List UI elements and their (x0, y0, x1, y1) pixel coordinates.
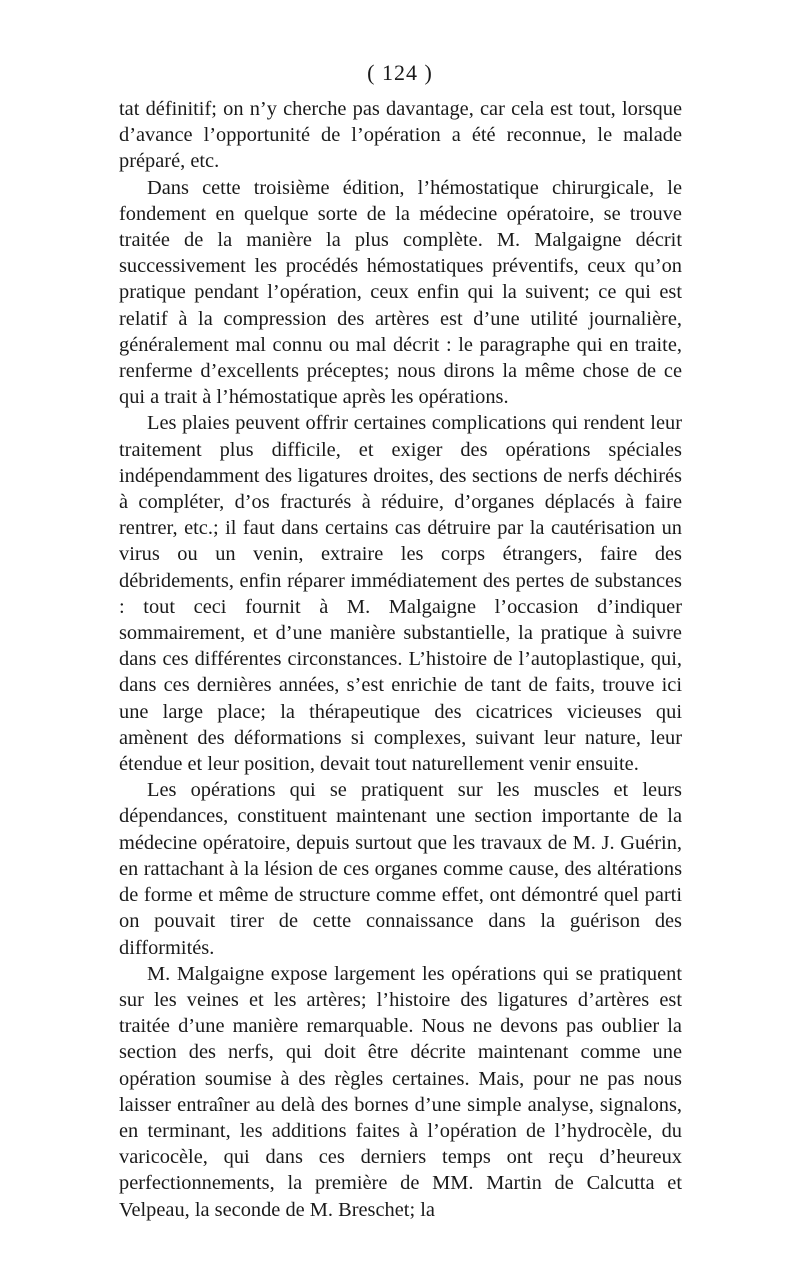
page-number: ( 124 ) (367, 60, 433, 85)
paragraph-continuation: tat définitif; on n’y cherche pas davantage, car cela est tout, lorsque d’avance l’opportunité de l’opération a été reconnue, le malade préparé, etc. (119, 98, 682, 173)
paragraph-plaies: Les plaies peuvent offrir certaines complications qui rendent leur traitement plus difficile, et exiger des opérations spéciales indépendamment des ligatures droites, des sections de nerfs déchirés à compléter, d’os fracturés à réduire, d’organes déplacés à faire rentrer, etc.; il faut dans certains cas détruire par la cautérisation un virus ou un venin, extraire les corps étrangers, faire des débridements, enfin réparer immédiatement des pertes de substances : tout ceci fournit à M. Malgaigne l’occasion d’indiquer sommairement, et d’une manière substantielle, la pratique à suivre dans ces différentes circonstances. L’histoire de l’autoplastique, qui, dans ces dernières années, s’est enrichie de tant de faits, trouve ici une large place; la thérapeutique des cicatrices vicieuses qui amènent des déformations si complexes, suivant leur nature, leur étendue et leur position, devait tout naturellement venir ensuite. (119, 412, 682, 776)
paragraph-muscles: Les opérations qui se pratiquent sur les muscles et leurs dépendances, constituent maintenant une section importante de la médecine opératoire, depuis surtout que les travaux de M. J. Guérin, en rattachant à la lésion de ces organes comme cause, des altérations de forme et même de structure comme effet, ont démontré quel parti on pouvait tirer de cette connaissance dans la guérison des difformités. (119, 779, 682, 959)
paragraph-veines-arteres: M. Malgaigne expose largement les opérations qui se pratiquent sur les veines et les artères; l’histoire des ligatures d’artères est traitée d’une manière remarquable. Nous ne devons pas oublier la section des nerfs, qui doit être décrite maintenant comme une opération soumise à des règles certaines. Mais, pour ne pas nous laisser entraîner au delà des bornes d’une simple analyse, signalons, en terminant, les additions faites à l’opération de l’hydrocèle, du varicocèle, qui dans ces derniers temps ont reçu d’heureux perfectionnements, la première de MM. Martin de Calcutta et Velpeau, la seconde de M. Breschet; la (119, 962, 682, 1221)
paragraph-hemostatique: Dans cette troisième édition, l’hémostatique chirurgicale, le fondement en quelque sorte de la médecine opératoire, se trouve traitée de la manière la plus complète. M. Malgaigne décrit successivement les procédés hémostatiques préventifs, ceux qu’on pratique pendant l’opération, ceux enfin qui la suivent; ce qui est relatif à la compression des artères est d’une utilité journalière, généralement mal connu ou mal décrit : le paragraphe qui en traite, renferme d’excellents préceptes; nous dirons la même chose de ce qui a trait à l’hémostatique après les opérations. (119, 176, 682, 409)
body-text (119, 96, 682, 1223)
